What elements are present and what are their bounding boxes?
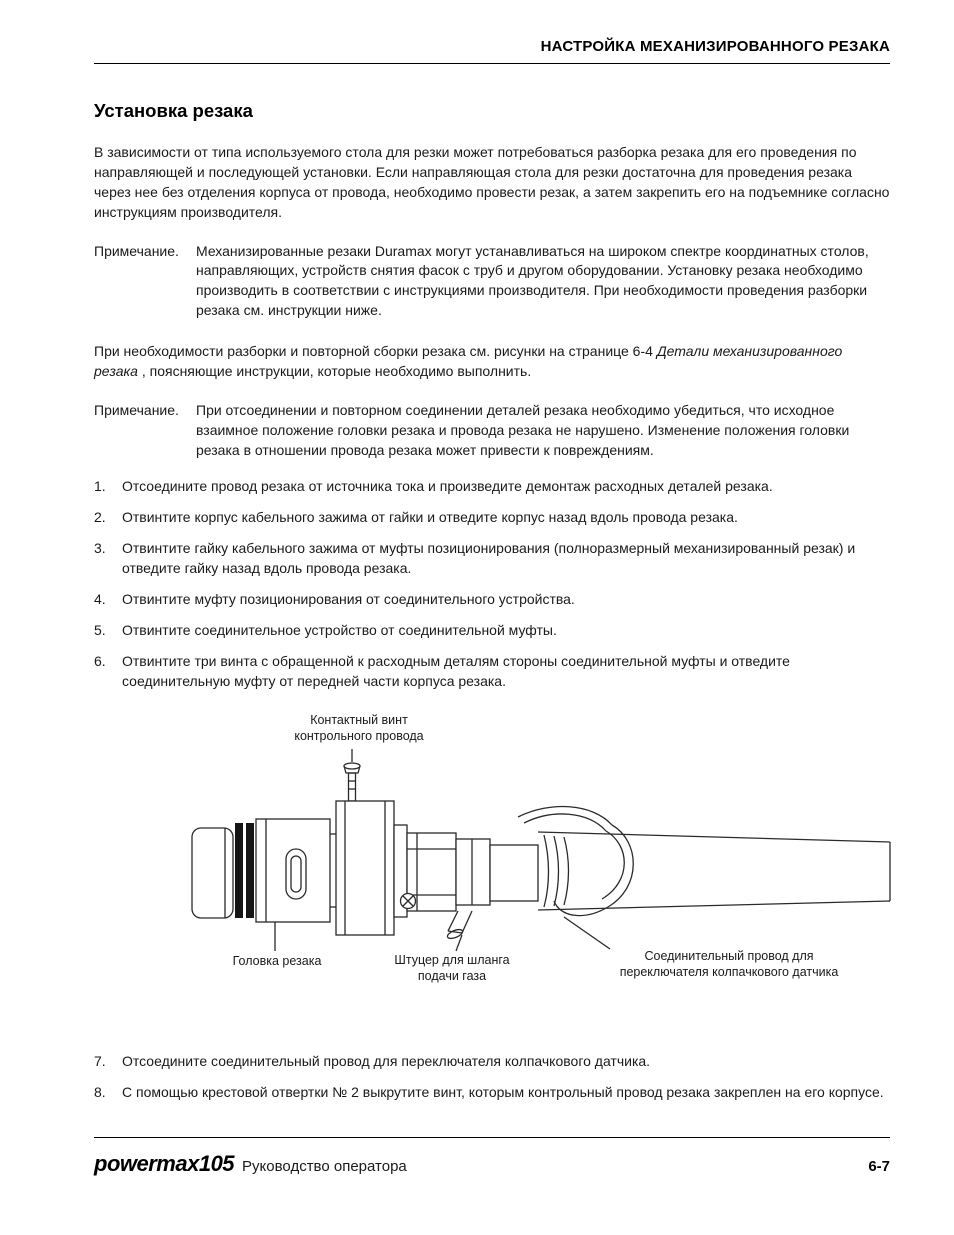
step-number: 8. bbox=[94, 1084, 106, 1101]
page-title: Установка резака bbox=[94, 100, 253, 121]
header-title: НАСТРОЙКА МЕХАНИЗИРОВАННОГО РЕЗАКА bbox=[540, 38, 890, 55]
note-block bbox=[94, 242, 890, 322]
step-number: 1. bbox=[94, 478, 106, 495]
list-item bbox=[94, 539, 890, 579]
step-number: 6. bbox=[94, 652, 106, 669]
diagram-label-torch-head: Головка резака bbox=[232, 954, 322, 969]
page-number: 6-7 bbox=[868, 1158, 890, 1175]
footer bbox=[94, 1137, 890, 1177]
powermax-logo bbox=[94, 1151, 234, 1177]
note-block bbox=[94, 401, 890, 461]
diagram-label-sensor-wire: Соединительный провод для переключателя колпачкового датчика bbox=[619, 949, 839, 979]
note-label: Примечание. bbox=[94, 242, 179, 259]
footer-row bbox=[94, 1137, 890, 1177]
list-item bbox=[94, 1052, 890, 1072]
note-text: Механизированные резаки Duramax могут устанавливаться на широком спектре координатных столов, направляющих, устройств снятия фасок с труб и другом оборудовании. Установку резака необходимо производить в соответствии с инструкциями производителя. При необходимости проведения разборки резака см. инструкции ниже. bbox=[196, 242, 869, 319]
step-text: Отвинтите гайку кабельного зажима от муфты позиционирования (полноразмерный механизированный резак) и отведите гайку назад вдоль провода резака. bbox=[122, 540, 856, 576]
step-text: Отсоедините провод резака от источника тока и произведите демонтаж расходных деталей резака. bbox=[122, 478, 773, 495]
step-text: Отвинтите три винта с обращенной к расходным деталям стороны соединительной муфты и отведите соединительную муфту от передней части корпуса резака. bbox=[122, 652, 790, 689]
numbered-steps bbox=[94, 466, 890, 691]
brand-model-number: 105 bbox=[198, 1151, 235, 1176]
numbered-steps-continued bbox=[94, 1041, 890, 1103]
list-item bbox=[94, 652, 890, 692]
manual-subtitle: Руководство оператора bbox=[242, 1158, 407, 1175]
step-text: Отвинтите муфту позиционирования от соединительного устройства. bbox=[122, 590, 575, 607]
torch-diagram bbox=[94, 711, 890, 1011]
page-header bbox=[94, 38, 890, 56]
step-number: 3. bbox=[94, 540, 106, 557]
step-text: Отвинтите корпус кабельного зажима от гайки и отведите корпус назад вдоль провода резака. bbox=[122, 509, 738, 526]
footer-brand-block bbox=[94, 1151, 407, 1177]
paragraph-intro: В зависимости от типа используемого стола для резки может потребоваться разборка резака для его проведения по направляющей и последующей установки. Если направляющая стола для резки достаточна для проведения резака через нее без отделения корпуса от провода, необходимо провести резак, а затем закрепить его на подъемнике согласно инструкциям производителя. bbox=[94, 144, 890, 220]
list-item bbox=[94, 621, 890, 641]
reference-title: Детали механизированного резака bbox=[94, 343, 843, 379]
list-item bbox=[94, 508, 890, 528]
paragraph-reference bbox=[94, 342, 890, 382]
note-text: При отсоединении и повторном соединении деталей резака необходимо убедиться, что исходное взаимное положение головки резака и провода резака не нарушено. Изменение положения головки резака в отношении провода резака может привести к повреждениям. bbox=[196, 401, 850, 458]
brand-name: powermax bbox=[94, 1151, 199, 1176]
list-item bbox=[94, 590, 890, 610]
step-text: Отсоедините соединительный провод для переключателя колпачкового датчика. bbox=[122, 1053, 651, 1070]
paragraph-text: При необходимости разборки и повторной сборки резака см. рисунки на странице 6-4 bbox=[94, 343, 657, 359]
note-label: Примечание. bbox=[94, 401, 179, 418]
header-rule bbox=[94, 63, 890, 64]
list-item bbox=[94, 477, 890, 497]
step-text: С помощью крестовой отвертки № 2 выкрутите винт, которым контрольный провод резака закреплен на его корпусе. bbox=[122, 1084, 884, 1101]
diagram-label-contact-screw: Контактный винт контрольного провода bbox=[294, 713, 424, 743]
step-number: 7. bbox=[94, 1053, 106, 1070]
step-number: 5. bbox=[94, 621, 106, 638]
paragraph-text: , поясняющие инструкции, которые необходимо выполнить. bbox=[137, 362, 532, 379]
list-item bbox=[94, 1083, 890, 1103]
step-number: 4. bbox=[94, 590, 106, 607]
step-text: Отвинтите соединительное устройство от соединительной муфты. bbox=[122, 621, 557, 638]
step-number: 2. bbox=[94, 509, 106, 526]
diagram-label-gas-fitting: Штуцер для шланга подачи газа bbox=[394, 953, 510, 983]
